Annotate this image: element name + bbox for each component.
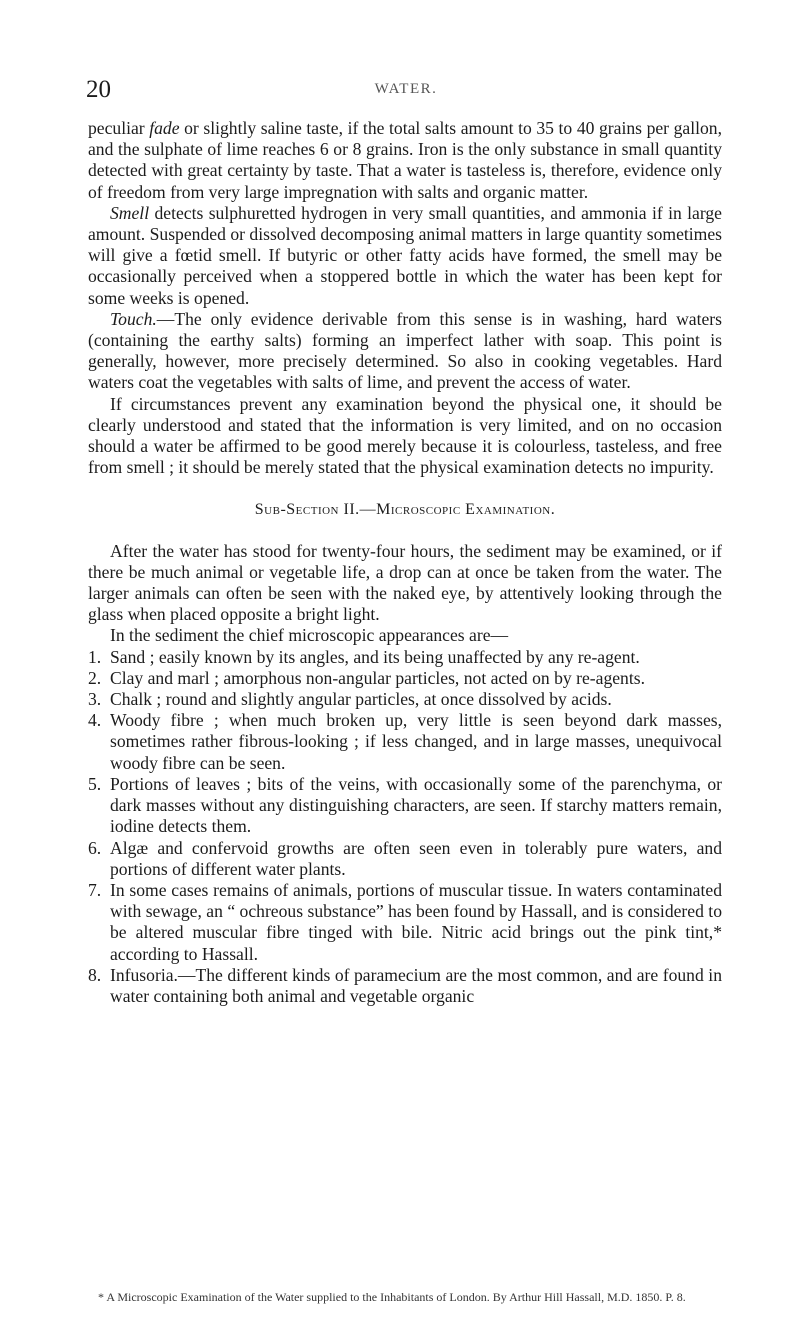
footnote	[88, 1290, 722, 1306]
list-text: Infusoria.—The different kinds of paramecium are the most common, and are found in water containing both animal and vegetable organic	[110, 964, 722, 1006]
page-header	[86, 76, 726, 106]
list-item	[88, 689, 722, 710]
list-item	[88, 774, 722, 838]
list-item	[88, 880, 722, 965]
list-text: Chalk ; round and slightly angular particles, at once dissolved by acids.	[110, 689, 612, 710]
list-text: Sand ; easily known by its angles, and its being unaffected by any re-agent.	[110, 646, 640, 667]
paragraph-list-intro: In the sediment the chief microscopic appearances are—	[110, 625, 509, 646]
italic-heading: Smell	[110, 202, 150, 223]
list-text: Algæ and confervoid growths are often seen even in tolerably pure waters, and portions of different water plants.	[110, 837, 722, 879]
list-number: 2.	[88, 667, 102, 688]
italic-term: fade	[149, 118, 180, 138]
italic-heading: Touch.	[110, 308, 157, 329]
text-run: detects sulphuretted hydrogen in very small quantities, and ammonia if in large amount. Suspended or dissolved decomposing animal matters in large quantity sometimes will give a fœtid smell. If butyric or other fatty acids have formed, the smell may be occasionally perceived when a stoppered bottle in which the water has been kept for some weeks is opened.	[88, 202, 722, 308]
footnote-text: * A Microscopic Examination of the Water supplied to the Inhabitants of London. By Arthur Hill Hassall, M.D. 1850. P. 8.	[98, 1290, 686, 1304]
list-text: Woody fibre ; when much broken up, very little is seen beyond dark masses, sometimes rather fibrous-looking ; if less changed, and in large masses, unequivocal woody fibre can be seen.	[110, 710, 722, 773]
list-number: 5.	[88, 773, 102, 794]
page-body	[88, 118, 722, 1007]
paragraph-taste	[88, 118, 722, 203]
list-text: Clay and marl ; amorphous non-angular particles, not acted on by re-agents.	[110, 667, 645, 688]
list-item	[88, 710, 722, 774]
list-item	[88, 668, 722, 689]
subsection-heading: Sub-Section II.—Microscopic Examination.	[254, 501, 556, 519]
paragraph-touch	[88, 309, 722, 394]
list-item	[88, 647, 722, 668]
list-number: 8.	[88, 964, 102, 985]
list-number: 1.	[88, 646, 102, 667]
list-item	[88, 838, 722, 880]
list-number: 7.	[88, 879, 102, 900]
list-item	[88, 965, 722, 1007]
paragraph-smell	[88, 203, 722, 309]
paragraph-after: After the water has stood for twenty-four hours, the sediment may be examined, or if there be much animal or vegetable life, a drop can at once be taken from the water. The larger animals can often be seen with the naked eye, by attentively looking through the glass when placed opposite a bright light.	[88, 540, 722, 625]
appearances-list	[88, 647, 722, 1007]
list-text: Portions of leaves ; bits of the veins, with occasionally some of the parenchyma, or dark masses without any distinguishing characters, are seen. If starchy matters remain, iodine detects them.	[110, 773, 722, 837]
list-text: In some cases remains of animals, portions of muscular tissue. In waters contaminated with sewage, an “ ochreous substance” has been found by Hassall, and is considered to be altered muscular fibre tinged with bile. Nitric acid brings out the pink tint,* according to Hassall.	[110, 879, 722, 964]
list-number: 6.	[88, 837, 102, 858]
running-title: WATER.	[374, 81, 438, 97]
text-run: or slightly saline taste, if the total salts amount to 35 to 40 grains per gallon, and the sulphate of lime reaches 6 or 8 grains. Iron is the only substance in small quantity detected with great certainty by taste. That a water is tasteless is, therefore, evidence only of freedom from very large impregnation with salts and organic matter.	[88, 118, 722, 202]
text-run: peculiar	[88, 118, 150, 138]
list-number: 3.	[88, 689, 102, 710]
paragraph-circumstances: If circumstances prevent any examination beyond the physical one, it should be clearly understood and stated that the information is very limited, and on no occasion should a water be affirmed to be good merely because it is colourless, tasteless, and free from smell ; it should be merely stated that the physical examination detects no impurity.	[88, 393, 722, 478]
list-number: 4.	[88, 710, 102, 731]
page-number: 20	[86, 76, 111, 103]
text-run: —The only evidence derivable from this sense is in washing, hard waters (containing the earthy salts) forming an imperfect lather with soap. This point is generally, however, more precisely determined. So also in cooking vegetables. Hard waters coat the vegetables with salts of lime, and prevent the access of water.	[88, 308, 722, 393]
